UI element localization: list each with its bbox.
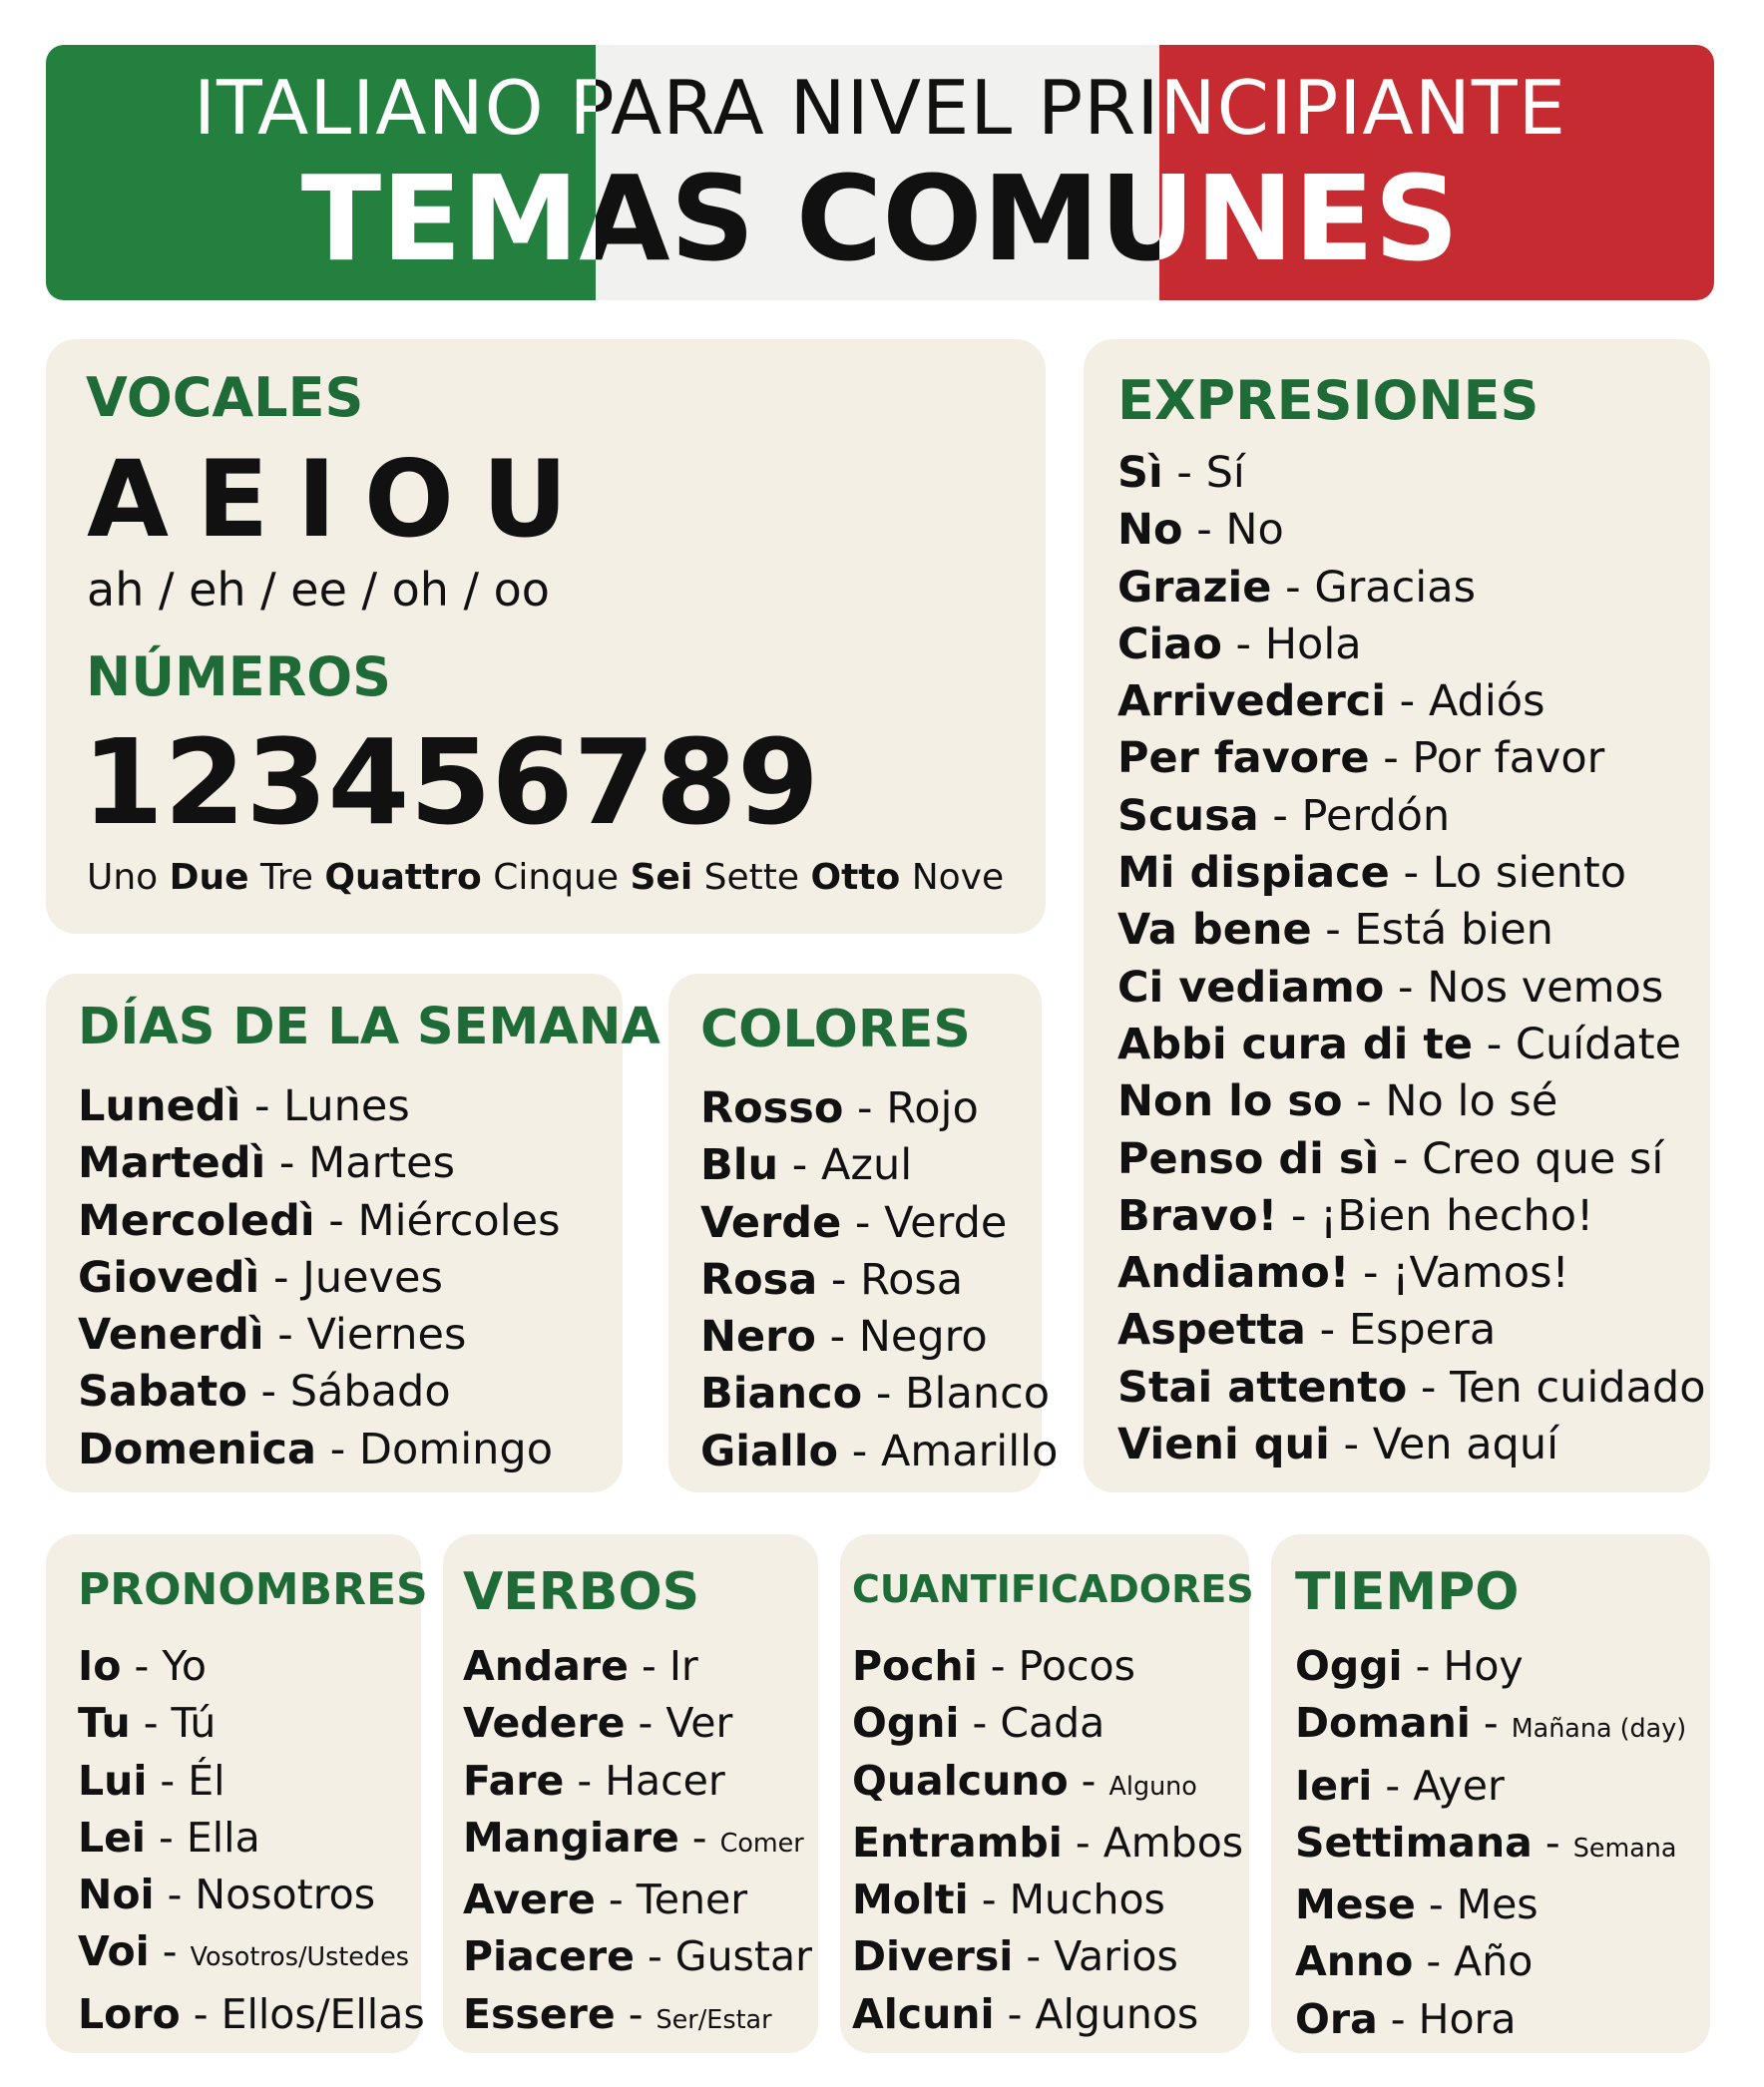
italian-term: Per favore [1117, 733, 1370, 784]
italian-term: Stai attento [1117, 1362, 1408, 1413]
separator: - [1277, 1190, 1321, 1241]
spanish-translation: Ver [665, 1699, 733, 1748]
spanish-translation: Rojo [886, 1083, 979, 1133]
spanish-translation: Amarillo [880, 1426, 1059, 1476]
page-subtitle: ITALIANO PARA NIVEL PRINCIPIANTE [46, 71, 1714, 146]
separator: - [628, 1642, 669, 1690]
tiempo-item [1295, 1758, 1686, 1815]
verbos-item [463, 1638, 812, 1695]
spanish-translation: Semana [1572, 1832, 1677, 1863]
separator: - [1386, 676, 1429, 727]
verbos-heading: VERBOS [463, 1562, 700, 1622]
spanish-translation: ¡Bien hecho! [1320, 1190, 1594, 1241]
spanish-translation: Ellos/Ellas [220, 1989, 425, 2038]
expresiones-item [1117, 445, 1706, 502]
colores-item [700, 1195, 1058, 1252]
expresiones-item [1117, 1245, 1706, 1302]
number-word: Tre [260, 857, 313, 898]
italian-term: Domani [1295, 1699, 1471, 1748]
colores-item [700, 1137, 1058, 1194]
pronombres-item [78, 1986, 425, 2043]
separator: - [1389, 848, 1433, 899]
expresiones-item [1117, 1131, 1706, 1188]
separator: - [1271, 562, 1315, 613]
italian-term: Nero [700, 1312, 816, 1363]
pronombres-item [78, 1753, 425, 1810]
expresiones-item [1117, 560, 1706, 617]
digit: 3 [245, 713, 328, 851]
spanish-translation: No [1225, 505, 1284, 556]
separator: - [149, 1927, 191, 1976]
separator: - [316, 1424, 359, 1474]
spanish-translation: Tener [636, 1876, 748, 1924]
digit: 7 [573, 713, 656, 851]
separator: - [180, 1989, 221, 2038]
tiempo-item [1295, 1933, 1686, 1990]
spanish-translation: Hacer [605, 1756, 725, 1805]
spanish-translation: Domingo [358, 1424, 554, 1474]
dias-list [78, 1078, 560, 1478]
italian-term: Ci vediamo [1117, 962, 1385, 1013]
separator: - [1342, 1076, 1386, 1127]
tiempo-list [1295, 1638, 1686, 2048]
separator: - [843, 1083, 887, 1133]
italian-term: Vieni qui [1117, 1420, 1330, 1470]
separator: - [977, 1642, 1019, 1690]
separator: - [146, 1813, 187, 1862]
spanish-translation: Sí [1205, 448, 1245, 498]
italian-term: Mi dispiace [1117, 848, 1390, 899]
separator: - [259, 1252, 303, 1303]
cuantificadores-item [852, 1928, 1243, 1985]
separator: - [678, 1813, 720, 1862]
spanish-translation: Año [1454, 1937, 1534, 1986]
spanish-translation: Miércoles [357, 1195, 561, 1246]
cuantificadores-item [852, 1638, 1243, 1695]
pronombres-list [78, 1638, 425, 2043]
spanish-translation: Vosotros/Ustedes [190, 1941, 409, 1972]
cuantificadores-item [852, 1753, 1243, 1815]
spanish-translation: Lo siento [1432, 848, 1627, 899]
digit: 1 [82, 713, 165, 851]
italian-term: Arrivederci [1117, 676, 1387, 727]
spanish-translation: Gustar [674, 1932, 812, 1981]
separator: - [1470, 1699, 1512, 1748]
cuantificadores-item [852, 1695, 1243, 1752]
dias-item [78, 1422, 560, 1478]
spanish-translation: Tú [171, 1699, 217, 1748]
spanish-translation: Negro [858, 1312, 988, 1363]
italian-term: Lei [78, 1813, 146, 1862]
italian-term: Anno [1295, 1937, 1414, 1986]
separator: - [1407, 1362, 1451, 1413]
spanish-translation: Sábado [289, 1367, 451, 1418]
separator: - [1349, 1248, 1393, 1299]
number-word: Cinque [493, 857, 620, 898]
italian-term: Entrambi [852, 1818, 1063, 1867]
separator: - [1062, 1818, 1103, 1867]
dias-item [78, 1078, 560, 1135]
expresiones-item [1117, 788, 1706, 845]
separator: - [817, 1254, 861, 1305]
expresiones-heading: EXPRESIONES [1117, 369, 1540, 432]
colores-item [700, 1080, 1058, 1137]
expresiones-item [1117, 1302, 1706, 1359]
italian-term: Scusa [1117, 790, 1259, 841]
spanish-translation: Viernes [306, 1310, 467, 1361]
separator: - [815, 1312, 859, 1363]
italian-term: Diversi [852, 1932, 1014, 1981]
spanish-translation: Algunos [1035, 1989, 1199, 2038]
number-word: Sei [630, 857, 693, 898]
expresiones-item [1117, 1073, 1706, 1130]
dias-item [78, 1364, 560, 1421]
separator: - [968, 1876, 1010, 1924]
pronombres-item [78, 1867, 425, 1923]
italian-term: Sabato [78, 1367, 247, 1418]
digit: 5 [409, 713, 492, 851]
separator: - [778, 1140, 821, 1191]
italian-term: Avere [463, 1876, 596, 1924]
colores-card [668, 974, 1059, 1492]
cuantificadores-item [852, 1815, 1243, 1872]
separator: - [314, 1195, 358, 1246]
pronombres-item [78, 1923, 425, 1985]
pronombres-item [78, 1638, 425, 1695]
separator: - [121, 1642, 163, 1690]
verbos-card [443, 1534, 818, 2053]
expresiones-card [1084, 339, 1710, 1492]
dias-card [46, 974, 661, 1492]
colores-item [700, 1309, 1058, 1366]
italian-term: Ogni [852, 1699, 960, 1748]
verbos-item [463, 1695, 812, 1752]
italian-term: Penso di sì [1117, 1133, 1380, 1184]
vocales-heading: VOCALES [86, 366, 364, 429]
separator: - [1379, 1133, 1423, 1184]
italian-term: Venerdì [78, 1310, 264, 1361]
vowel-pronunciation: ah / eh / ee / oh / oo [87, 563, 550, 617]
separator: - [564, 1756, 606, 1805]
colores-item [700, 1366, 1058, 1423]
dias-heading: DÍAS DE LA SEMANA [78, 998, 661, 1056]
spanish-translation: No lo sé [1385, 1076, 1558, 1127]
italian-term: Pochi [852, 1642, 978, 1690]
verbos-list [463, 1638, 812, 2048]
tiempo-item [1295, 1815, 1686, 1877]
separator: - [1013, 1932, 1055, 1981]
italian-term: Molti [852, 1876, 969, 1924]
separator: - [1311, 905, 1355, 956]
italian-term: Settimana [1295, 1818, 1533, 1867]
italian-term: Lui [78, 1756, 148, 1805]
separator: - [1384, 962, 1428, 1013]
separator: - [263, 1310, 307, 1361]
pronombres-heading: PRONOMBRES [78, 1564, 428, 1615]
separator: - [154, 1871, 196, 1919]
spanish-translation: Ven aquí [1372, 1420, 1559, 1470]
spanish-translation: Martes [308, 1138, 455, 1189]
dias-item [78, 1193, 560, 1250]
separator: - [130, 1699, 172, 1748]
digit: 4 [327, 713, 410, 851]
cuantificadores-list [852, 1638, 1243, 2043]
italian-term: Ciao [1117, 619, 1222, 669]
spanish-translation: Yo [162, 1642, 207, 1690]
italian-term: Non lo so [1117, 1076, 1343, 1127]
italian-term: Domenica [78, 1424, 317, 1474]
spanish-translation: Hoy [1443, 1642, 1524, 1690]
tiempo-card [1271, 1534, 1710, 2053]
italian-term: Andiamo! [1117, 1248, 1350, 1299]
spanish-translation: Comer [719, 1827, 804, 1858]
spanish-translation: Por favor [1412, 733, 1605, 784]
colores-item [700, 1424, 1058, 1480]
verbos-item [463, 1810, 812, 1872]
italian-term: Mercoledì [78, 1195, 315, 1246]
dias-item [78, 1307, 560, 1364]
spanish-translation: Ir [668, 1642, 698, 1690]
number-word: Nove [911, 857, 1005, 898]
italian-term: Loro [78, 1989, 181, 2038]
spanish-translation: Muchos [1009, 1876, 1165, 1924]
spanish-translation: Él [188, 1756, 225, 1805]
italian-term: Fare [463, 1756, 565, 1805]
separator: - [862, 1369, 906, 1420]
spanish-translation: Mes [1456, 1880, 1539, 1929]
separator: - [841, 1197, 885, 1248]
spanish-translation: Lunes [283, 1081, 410, 1131]
spanish-translation: Hola [1264, 619, 1362, 669]
digit: 9 [736, 713, 819, 851]
vowel-letters: AEIOU [87, 438, 597, 561]
separator: - [1377, 1994, 1419, 2043]
expresiones-item [1117, 617, 1706, 673]
italian-term: Verde [700, 1197, 842, 1248]
spanish-translation: Ayer [1413, 1761, 1505, 1810]
italian-term: Rosso [700, 1083, 844, 1133]
separator: - [240, 1081, 284, 1131]
pronombres-card [46, 1534, 428, 2053]
spanish-translation: Hora [1418, 1994, 1517, 2043]
expresiones-item [1117, 673, 1706, 730]
separator: - [1305, 1305, 1349, 1356]
italian-term: Alcuni [852, 1989, 995, 2038]
spanish-translation: Rosa [860, 1254, 964, 1305]
dias-item [78, 1250, 560, 1307]
spanish-translation: Adiós [1428, 676, 1545, 727]
verbos-item [463, 1986, 812, 2048]
italian-term: Grazie [1117, 562, 1272, 613]
italian-term: Voi [78, 1927, 150, 1976]
italian-term: Rosa [700, 1254, 818, 1305]
italian-term: Andare [463, 1642, 629, 1690]
separator: - [1369, 733, 1413, 784]
spanish-translation: Jueves [302, 1252, 443, 1303]
separator: - [959, 1699, 1001, 1748]
italian-term: Io [78, 1642, 122, 1690]
tiempo-item [1295, 1638, 1686, 1695]
expresiones-item [1117, 502, 1706, 559]
separator: - [1402, 1642, 1444, 1690]
vocales-numeros-card [46, 339, 1046, 934]
spanish-translation: ¡Vamos! [1392, 1248, 1569, 1299]
italian-term: Martedì [78, 1138, 266, 1189]
spanish-translation: Azul [821, 1140, 913, 1191]
spanish-translation: Varios [1054, 1932, 1178, 1981]
spanish-translation: Verde [884, 1197, 1008, 1248]
separator: - [1372, 1761, 1414, 1810]
colores-list [700, 1080, 1058, 1480]
italian-term: Mangiare [463, 1813, 679, 1862]
spanish-translation: Nosotros [195, 1871, 376, 1919]
spanish-translation: Cuídate [1515, 1019, 1682, 1069]
spanish-translation: Está bien [1354, 905, 1553, 956]
italian-term: Bianco [700, 1369, 863, 1420]
tiempo-item [1295, 1877, 1686, 1933]
cuantificadores-item [852, 1986, 1243, 2043]
italian-term: No [1117, 505, 1183, 556]
expresiones-item [1117, 1017, 1706, 1073]
separator: - [595, 1876, 637, 1924]
cuantificadores-card [840, 1534, 1254, 2053]
tiempo-item [1295, 1991, 1686, 2048]
numeros-heading: NÚMEROS [86, 645, 392, 708]
italian-term: Oggi [1295, 1642, 1403, 1690]
verbos-item [463, 1753, 812, 1810]
expresiones-item [1117, 1188, 1706, 1245]
pronombres-item [78, 1810, 425, 1867]
cuantificadores-heading: CUANTIFICADORES [852, 1567, 1254, 1611]
digit: 6 [491, 713, 574, 851]
italian-term: Bravo! [1117, 1190, 1278, 1241]
italian-term: Aspetta [1117, 1305, 1306, 1356]
italian-term: Va bene [1117, 905, 1312, 956]
spanish-translation: Ser/Estar [656, 2003, 772, 2034]
italian-term: Essere [463, 1989, 616, 2038]
spanish-translation: Ambos [1102, 1818, 1244, 1867]
number-digits [82, 713, 819, 851]
colores-heading: COLORES [700, 1000, 971, 1059]
italian-term: Ora [1295, 1994, 1378, 2043]
separator: - [265, 1138, 309, 1189]
italian-term: Vedere [463, 1699, 626, 1748]
spanish-translation: Gracias [1314, 562, 1477, 613]
separator: - [1068, 1756, 1109, 1805]
number-words [87, 857, 1005, 898]
italian-term: Blu [700, 1140, 779, 1191]
verbos-item [463, 1872, 812, 1928]
italian-term: Ieri [1295, 1761, 1373, 1810]
digit: 8 [655, 713, 737, 851]
separator: - [1413, 1937, 1455, 1986]
italian-term: Noi [78, 1871, 155, 1919]
expresiones-item [1117, 960, 1706, 1017]
separator: - [1221, 619, 1265, 669]
italian-term: Lunedì [78, 1081, 241, 1131]
separator: - [1532, 1818, 1573, 1867]
separator: - [634, 1932, 675, 1981]
spanish-translation: Pocos [1018, 1642, 1135, 1690]
verbos-item [463, 1928, 812, 1985]
italian-term: Giallo [700, 1426, 839, 1476]
spanish-translation: Ten cuidado [1450, 1362, 1706, 1413]
italian-term: Piacere [463, 1932, 635, 1981]
expresiones-item [1117, 845, 1706, 902]
italian-term: Tu [78, 1699, 131, 1748]
separator: - [1182, 505, 1226, 556]
page-title: TEMAS COMUNES [46, 160, 1714, 277]
cuantificadores-item [852, 1872, 1243, 1928]
separator: - [1473, 1019, 1516, 1069]
expresiones-list [1117, 445, 1706, 1473]
separator: - [1415, 1880, 1457, 1929]
number-word: Otto [810, 857, 901, 898]
spanish-translation: Creo que sí [1422, 1133, 1664, 1184]
expresiones-item [1117, 902, 1706, 959]
italian-term: Mese [1295, 1880, 1416, 1929]
spanish-translation: Cada [1000, 1699, 1105, 1748]
colores-item [700, 1252, 1058, 1309]
spanish-translation: Ella [186, 1813, 260, 1862]
spanish-translation: Mañana (day) [1511, 1713, 1687, 1744]
spanish-translation: Perdón [1301, 790, 1451, 841]
italian-term: Qualcuno [852, 1756, 1069, 1805]
number-word: Due [169, 857, 249, 898]
expresiones-item [1117, 1417, 1706, 1473]
digit: 2 [164, 713, 246, 851]
spanish-translation: Nos vemos [1427, 962, 1664, 1013]
spanish-translation: Alguno [1108, 1770, 1197, 1801]
expresiones-item [1117, 1360, 1706, 1417]
dias-item [78, 1135, 560, 1192]
italian-term: Sì [1117, 448, 1163, 498]
italian-term: Abbi cura di te [1117, 1019, 1474, 1069]
italian-term: Giovedì [78, 1252, 260, 1303]
separator: - [147, 1756, 189, 1805]
separator: - [246, 1367, 290, 1418]
tiempo-item [1295, 1695, 1686, 1757]
spanish-translation: Blanco [905, 1369, 1051, 1420]
number-word: Uno [87, 857, 159, 898]
pronombres-item [78, 1695, 425, 1752]
tiempo-heading: TIEMPO [1295, 1562, 1520, 1622]
spanish-translation: Espera [1348, 1305, 1497, 1356]
number-word: Quattro [324, 857, 482, 898]
expresiones-item [1117, 730, 1706, 787]
separator: - [625, 1699, 666, 1748]
title-banner [46, 45, 1714, 300]
separator: - [994, 1989, 1036, 2038]
separator: - [1258, 790, 1302, 841]
separator: - [838, 1426, 881, 1476]
separator: - [615, 1989, 657, 2038]
number-word: Sette [703, 857, 800, 898]
separator: - [1329, 1420, 1373, 1470]
separator: - [1162, 448, 1206, 498]
